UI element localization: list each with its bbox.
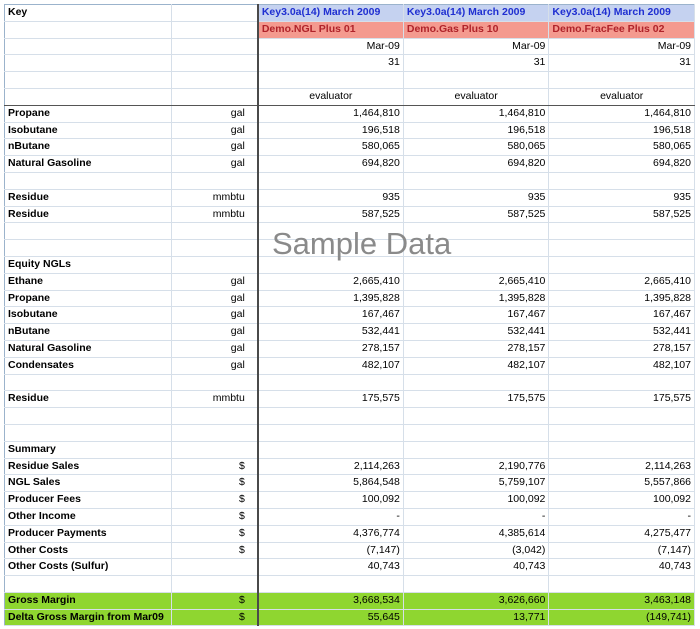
value-cell[interactable]: 175,575 xyxy=(549,391,695,408)
value-cell[interactable]: 4,275,477 xyxy=(549,525,695,542)
value-cell[interactable]: 532,441 xyxy=(258,324,404,341)
row-label[interactable]: Natural Gasoline xyxy=(5,156,172,173)
unit-cell[interactable] xyxy=(171,424,258,441)
value-cell[interactable]: 4,376,774 xyxy=(258,525,404,542)
user-cell-3[interactable]: evaluator xyxy=(549,88,695,105)
row-label[interactable]: Residue xyxy=(5,391,172,408)
value-cell[interactable]: 1,464,810 xyxy=(549,105,695,122)
blank-cell[interactable] xyxy=(549,223,695,240)
value-cell[interactable]: 2,114,263 xyxy=(258,458,404,475)
value-cell[interactable]: 100,092 xyxy=(403,492,549,509)
unit-cell[interactable] xyxy=(171,72,258,89)
value-cell[interactable] xyxy=(403,441,549,458)
value-cell[interactable]: 167,467 xyxy=(549,307,695,324)
profile-cell-1[interactable]: Demo.NGL Plus 01 xyxy=(258,21,404,38)
row-unit[interactable]: gal xyxy=(171,357,258,374)
table-row xyxy=(5,273,695,290)
value-cell[interactable]: 3,463,148 xyxy=(549,592,695,609)
value-cell[interactable]: 175,575 xyxy=(258,391,404,408)
blank-cell[interactable] xyxy=(403,374,549,391)
value-cell[interactable] xyxy=(549,441,695,458)
value-cell[interactable]: 482,107 xyxy=(549,357,695,374)
table-row xyxy=(5,139,695,156)
value-cell[interactable]: 196,518 xyxy=(258,122,404,139)
unit-cell[interactable] xyxy=(171,240,258,257)
month-cell-1[interactable]: Mar-09 xyxy=(258,38,404,55)
value-cell[interactable]: 3,626,660 xyxy=(403,592,549,609)
value-cell[interactable]: (3,042) xyxy=(403,542,549,559)
blank-row xyxy=(5,576,695,593)
row-unit[interactable]: gal xyxy=(171,139,258,156)
key-cell[interactable] xyxy=(5,172,172,189)
table-row xyxy=(5,156,695,173)
value-cell[interactable] xyxy=(258,441,404,458)
row-label[interactable]: Equity NGLs xyxy=(5,256,172,273)
row-unit[interactable]: gal xyxy=(171,122,258,139)
unit-cell[interactable] xyxy=(171,374,258,391)
row-label[interactable]: Propane xyxy=(5,105,172,122)
row-unit[interactable]: $ xyxy=(171,492,258,509)
key-cell[interactable] xyxy=(5,21,172,38)
month-cell-3[interactable]: Mar-09 xyxy=(549,38,695,55)
unit-cell[interactable] xyxy=(171,408,258,425)
day-cell-1[interactable]: 31 xyxy=(258,55,404,72)
day-header-row xyxy=(5,55,695,72)
value-cell[interactable]: - xyxy=(549,508,695,525)
row-label[interactable]: nButane xyxy=(5,324,172,341)
row-unit[interactable]: $ xyxy=(171,609,258,626)
key-cell[interactable] xyxy=(5,55,172,72)
row-label[interactable]: Natural Gasoline xyxy=(5,340,172,357)
unit-cell[interactable] xyxy=(171,88,258,105)
scenario-cell-1[interactable]: Key3.0a(14) March 2009 xyxy=(258,5,404,22)
row-label[interactable]: Residue xyxy=(5,206,172,223)
table-row xyxy=(5,391,695,408)
scenario-header-row xyxy=(5,5,695,22)
scenario-cell-3[interactable]: Key3.0a(14) March 2009 xyxy=(549,5,695,22)
table-row xyxy=(5,441,695,458)
profile-cell-2[interactable]: Demo.Gas Plus 10 xyxy=(403,21,549,38)
day-cell-3[interactable]: 31 xyxy=(549,55,695,72)
key-cell[interactable] xyxy=(5,38,172,55)
table-row xyxy=(5,475,695,492)
value-cell[interactable]: 1,464,810 xyxy=(258,105,404,122)
value-cell[interactable]: 1,395,828 xyxy=(549,290,695,307)
row-unit[interactable]: $ xyxy=(171,542,258,559)
table-row xyxy=(5,307,695,324)
row-label[interactable]: Delta Gross Margin from Mar09 xyxy=(5,609,172,626)
row-unit[interactable]: $ xyxy=(171,592,258,609)
table-row xyxy=(5,559,695,576)
spreadsheet-grid xyxy=(4,4,695,626)
unit-cell[interactable] xyxy=(171,21,258,38)
row-label[interactable]: Propane xyxy=(5,290,172,307)
value-cell[interactable]: 935 xyxy=(258,189,404,206)
unit-cell[interactable] xyxy=(171,223,258,240)
blank-cell[interactable] xyxy=(403,424,549,441)
blank-cell[interactable] xyxy=(258,72,404,89)
blank-row xyxy=(5,223,695,240)
row-label[interactable]: Isobutane xyxy=(5,122,172,139)
value-cell[interactable]: 2,665,410 xyxy=(549,273,695,290)
table-row xyxy=(5,508,695,525)
blank-cell[interactable] xyxy=(549,576,695,593)
row-unit[interactable]: mmbtu xyxy=(171,391,258,408)
blank-cell[interactable] xyxy=(549,424,695,441)
value-cell[interactable]: 587,525 xyxy=(549,206,695,223)
row-unit[interactable]: gal xyxy=(171,290,258,307)
unit-cell[interactable] xyxy=(171,55,258,72)
scenario-cell-2[interactable]: Key3.0a(14) March 2009 xyxy=(403,5,549,22)
blank-cell[interactable] xyxy=(258,576,404,593)
table-row xyxy=(5,357,695,374)
blank-row xyxy=(5,172,695,189)
value-cell[interactable]: (7,147) xyxy=(549,542,695,559)
row-label[interactable]: Ethane xyxy=(5,273,172,290)
blank-cell[interactable] xyxy=(258,374,404,391)
value-cell[interactable]: 2,665,410 xyxy=(403,273,549,290)
value-cell[interactable]: 2,665,410 xyxy=(258,273,404,290)
row-unit[interactable]: $ xyxy=(171,458,258,475)
row-label[interactable]: Gross Margin xyxy=(5,592,172,609)
value-cell[interactable]: 167,467 xyxy=(403,307,549,324)
blank-cell[interactable] xyxy=(549,172,695,189)
value-cell[interactable]: 13,771 xyxy=(403,609,549,626)
blank-cell[interactable] xyxy=(258,223,404,240)
value-cell[interactable]: 5,759,107 xyxy=(403,475,549,492)
row-unit[interactable] xyxy=(171,256,258,273)
value-cell[interactable]: 196,518 xyxy=(403,122,549,139)
value-cell[interactable]: 4,385,614 xyxy=(403,525,549,542)
value-cell[interactable]: 580,065 xyxy=(549,139,695,156)
month-cell-2[interactable]: Mar-09 xyxy=(403,38,549,55)
row-unit[interactable]: gal xyxy=(171,273,258,290)
key-header-cell[interactable]: Key xyxy=(5,5,172,22)
value-cell[interactable]: 587,525 xyxy=(403,206,549,223)
profile-header-row xyxy=(5,21,695,38)
blank-row xyxy=(5,374,695,391)
blank-cell[interactable] xyxy=(549,240,695,257)
row-label[interactable]: Other Income xyxy=(5,508,172,525)
key-cell[interactable] xyxy=(5,374,172,391)
key-cell[interactable] xyxy=(5,576,172,593)
value-cell[interactable]: 278,157 xyxy=(403,340,549,357)
value-cell[interactable]: 580,065 xyxy=(403,139,549,156)
value-cell[interactable]: (149,741) xyxy=(549,609,695,626)
value-cell[interactable]: 5,557,866 xyxy=(549,475,695,492)
table-row xyxy=(5,122,695,139)
value-cell[interactable] xyxy=(258,256,404,273)
row-unit[interactable] xyxy=(171,441,258,458)
value-cell[interactable]: 40,743 xyxy=(403,559,549,576)
blank-cell[interactable] xyxy=(258,240,404,257)
value-cell[interactable]: 40,743 xyxy=(549,559,695,576)
blank-cell[interactable] xyxy=(403,172,549,189)
table-row xyxy=(5,458,695,475)
row-label[interactable]: Residue Sales xyxy=(5,458,172,475)
key-cell[interactable] xyxy=(5,240,172,257)
value-cell[interactable]: 196,518 xyxy=(549,122,695,139)
value-cell[interactable]: 935 xyxy=(403,189,549,206)
blank-cell[interactable] xyxy=(403,408,549,425)
row-label[interactable]: Isobutane xyxy=(5,307,172,324)
unit-header-cell[interactable] xyxy=(171,5,258,22)
row-unit[interactable]: gal xyxy=(171,156,258,173)
value-cell[interactable]: 3,668,534 xyxy=(258,592,404,609)
row-unit[interactable]: $ xyxy=(171,508,258,525)
blank-cell[interactable] xyxy=(549,408,695,425)
blank-header-row xyxy=(5,72,695,89)
value-cell[interactable]: 694,820 xyxy=(549,156,695,173)
row-unit[interactable]: gal xyxy=(171,307,258,324)
value-cell[interactable]: 278,157 xyxy=(258,340,404,357)
table-row xyxy=(5,105,695,122)
key-cell[interactable] xyxy=(5,88,172,105)
blank-cell[interactable] xyxy=(549,374,695,391)
user-header-row xyxy=(5,88,695,105)
sample-data-watermark: Sample Data xyxy=(272,226,452,261)
row-unit[interactable]: $ xyxy=(171,525,258,542)
row-label[interactable]: Residue xyxy=(5,189,172,206)
blank-cell[interactable] xyxy=(549,72,695,89)
row-label[interactable]: Summary xyxy=(5,441,172,458)
row-unit[interactable]: $ xyxy=(171,475,258,492)
value-cell[interactable]: 175,575 xyxy=(403,391,549,408)
table-row xyxy=(5,592,695,609)
value-cell[interactable]: 278,157 xyxy=(549,340,695,357)
table-row xyxy=(5,189,695,206)
row-unit[interactable]: mmbtu xyxy=(171,206,258,223)
blank-row xyxy=(5,240,695,257)
value-cell[interactable]: 2,190,776 xyxy=(403,458,549,475)
value-cell[interactable]: 580,065 xyxy=(258,139,404,156)
row-unit[interactable]: gal xyxy=(171,105,258,122)
value-cell[interactable]: 482,107 xyxy=(403,357,549,374)
value-cell[interactable]: 2,114,263 xyxy=(549,458,695,475)
table-row xyxy=(5,290,695,307)
day-cell-2[interactable]: 31 xyxy=(403,55,549,72)
blank-cell[interactable] xyxy=(403,223,549,240)
sheet-body xyxy=(5,5,695,626)
value-cell[interactable]: 587,525 xyxy=(258,206,404,223)
row-label[interactable]: Condensates xyxy=(5,357,172,374)
value-cell[interactable]: 532,441 xyxy=(403,324,549,341)
blank-cell[interactable] xyxy=(258,408,404,425)
value-cell[interactable]: 40,743 xyxy=(258,559,404,576)
table-row xyxy=(5,609,695,626)
value-cell[interactable]: 532,441 xyxy=(549,324,695,341)
blank-cell[interactable] xyxy=(403,576,549,593)
value-cell[interactable]: (7,147) xyxy=(258,542,404,559)
blank-cell[interactable] xyxy=(258,172,404,189)
value-cell[interactable]: 100,092 xyxy=(549,492,695,509)
row-unit[interactable] xyxy=(171,559,258,576)
table-row xyxy=(5,525,695,542)
table-row xyxy=(5,340,695,357)
blank-row xyxy=(5,424,695,441)
value-cell[interactable]: 1,464,810 xyxy=(403,105,549,122)
unit-cell[interactable] xyxy=(171,172,258,189)
value-cell[interactable]: 935 xyxy=(549,189,695,206)
value-cell[interactable]: 167,467 xyxy=(258,307,404,324)
blank-cell[interactable] xyxy=(258,424,404,441)
unit-cell[interactable] xyxy=(171,576,258,593)
value-cell[interactable]: 694,820 xyxy=(403,156,549,173)
row-label[interactable]: Producer Fees xyxy=(5,492,172,509)
row-label[interactable]: Producer Payments xyxy=(5,525,172,542)
table-row xyxy=(5,324,695,341)
value-cell[interactable] xyxy=(403,256,549,273)
profile-cell-3[interactable]: Demo.FracFee Plus 02 xyxy=(549,21,695,38)
value-cell[interactable]: 5,864,548 xyxy=(258,475,404,492)
user-cell-1[interactable]: evaluator xyxy=(258,88,404,105)
table-row xyxy=(5,492,695,509)
table-row xyxy=(5,206,695,223)
row-label[interactable]: nButane xyxy=(5,139,172,156)
blank-cell[interactable] xyxy=(403,72,549,89)
unit-cell[interactable] xyxy=(171,38,258,55)
value-cell[interactable]: 694,820 xyxy=(258,156,404,173)
value-cell[interactable]: - xyxy=(258,508,404,525)
row-label[interactable]: Other Costs xyxy=(5,542,172,559)
value-cell[interactable]: - xyxy=(403,508,549,525)
user-cell-2[interactable]: evaluator xyxy=(403,88,549,105)
row-unit[interactable]: gal xyxy=(171,324,258,341)
key-cell[interactable] xyxy=(5,424,172,441)
value-cell[interactable]: 1,395,828 xyxy=(403,290,549,307)
row-label[interactable]: Other Costs (Sulfur) xyxy=(5,559,172,576)
value-cell[interactable]: 55,645 xyxy=(258,609,404,626)
table-row xyxy=(5,542,695,559)
key-cell[interactable] xyxy=(5,72,172,89)
value-cell[interactable]: 482,107 xyxy=(258,357,404,374)
value-cell[interactable]: 100,092 xyxy=(258,492,404,509)
blank-cell[interactable] xyxy=(403,240,549,257)
month-header-row xyxy=(5,38,695,55)
row-label[interactable]: NGL Sales xyxy=(5,475,172,492)
blank-row xyxy=(5,408,695,425)
key-cell[interactable] xyxy=(5,223,172,240)
key-cell[interactable] xyxy=(5,408,172,425)
row-unit[interactable]: mmbtu xyxy=(171,189,258,206)
value-cell[interactable]: 1,395,828 xyxy=(258,290,404,307)
row-unit[interactable]: gal xyxy=(171,340,258,357)
table-row xyxy=(5,256,695,273)
value-cell[interactable] xyxy=(549,256,695,273)
